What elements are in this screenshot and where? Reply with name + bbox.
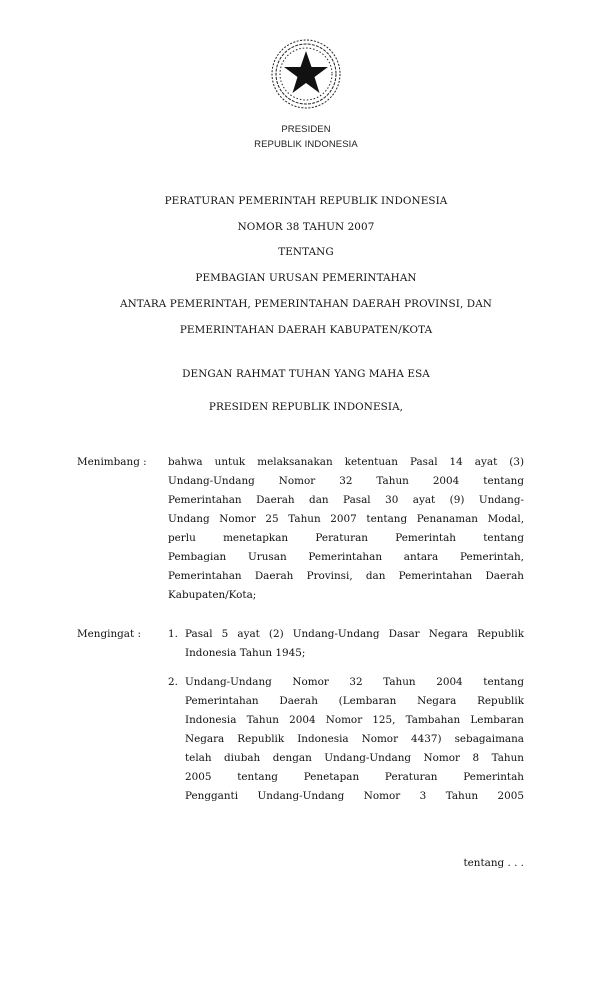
menimbang-line: Pembagian Urusan Pemerintahan antara Pemerintah, [168,551,524,563]
title-line: PERATURAN PEMERINTAH REPUBLIK INDONESIA [164,195,448,207]
header-presiden: PRESIDEN [281,124,331,135]
continuation-text: tentang . . . [463,857,524,869]
title-line: PEMERINTAHAN DAERAH KABUPATEN/KOTA [179,324,433,336]
menimbang-label: Menimbang : [77,456,147,468]
title-line: PRESIDEN REPUBLIK INDONESIA, [208,401,404,413]
menimbang-line: Pemerintahan Daerah dan Pasal 30 ayat (9) Undang- [168,494,524,506]
menimbang-line: Undang Nomor 25 Tahun 2007 tentang Penanaman Modal, [168,513,524,525]
title-line: NOMOR 38 TAHUN 2007 [237,221,375,233]
mengingat-item-line: Pemerintahan Daerah (Lembaran Negara Republik [185,695,524,707]
mengingat-item-line: Indonesia Tahun 2004 Nomor 125, Tambahan Lembaran [185,714,524,726]
title-line: TENTANG [278,246,334,258]
menimbang-line: bahwa untuk melaksanakan ketentuan Pasal 14 ayat (3) [168,456,524,468]
mengingat-item-line: Negara Republik Indonesia Nomor 4437) sebagaimana [185,733,524,745]
title-line: ANTARA PEMERINTAH, PEMERINTAHAN DAERAH PROVINSI, DAN [119,298,492,310]
menimbang-line: Pemerintahan Daerah Provinsi, dan Pemerintahan Daerah [168,570,524,582]
header-republik-indonesia: REPUBLIK INDONESIA [254,139,358,150]
mengingat-item-number: 1. [168,628,178,640]
menimbang-line: Undang-Undang Nomor 32 Tahun 2004 tentang [168,475,524,487]
garuda-emblem [268,36,344,112]
mengingat-label: Mengingat : [77,628,141,640]
mengingat-item-line: Indonesia Tahun 1945; [185,647,306,659]
menimbang-line: Kabupaten/Kota; [168,589,257,601]
mengingat-item-number: 2. [168,676,178,688]
mengingat-item-line: Undang-Undang Nomor 32 Tahun 2004 tentang [185,676,524,688]
mengingat-item-line: telah diubah dengan Undang-Undang Nomor 8 Tahun [185,752,524,764]
mengingat-item-line: 2005 tentang Penetapan Peraturan Pemerintah [185,771,524,783]
title-line: PEMBAGIAN URUSAN PEMERINTAHAN [195,272,417,284]
menimbang-line: perlu menetapkan Peraturan Pemerintah tentang [168,532,524,544]
title-line: DENGAN RAHMAT TUHAN YANG MAHA ESA [182,368,430,380]
mengingat-item-line: Pengganti Undang-Undang Nomor 3 Tahun 2005 [185,790,524,802]
mengingat-item-line: Pasal 5 ayat (2) Undang-Undang Dasar Negara Republik [185,628,524,640]
